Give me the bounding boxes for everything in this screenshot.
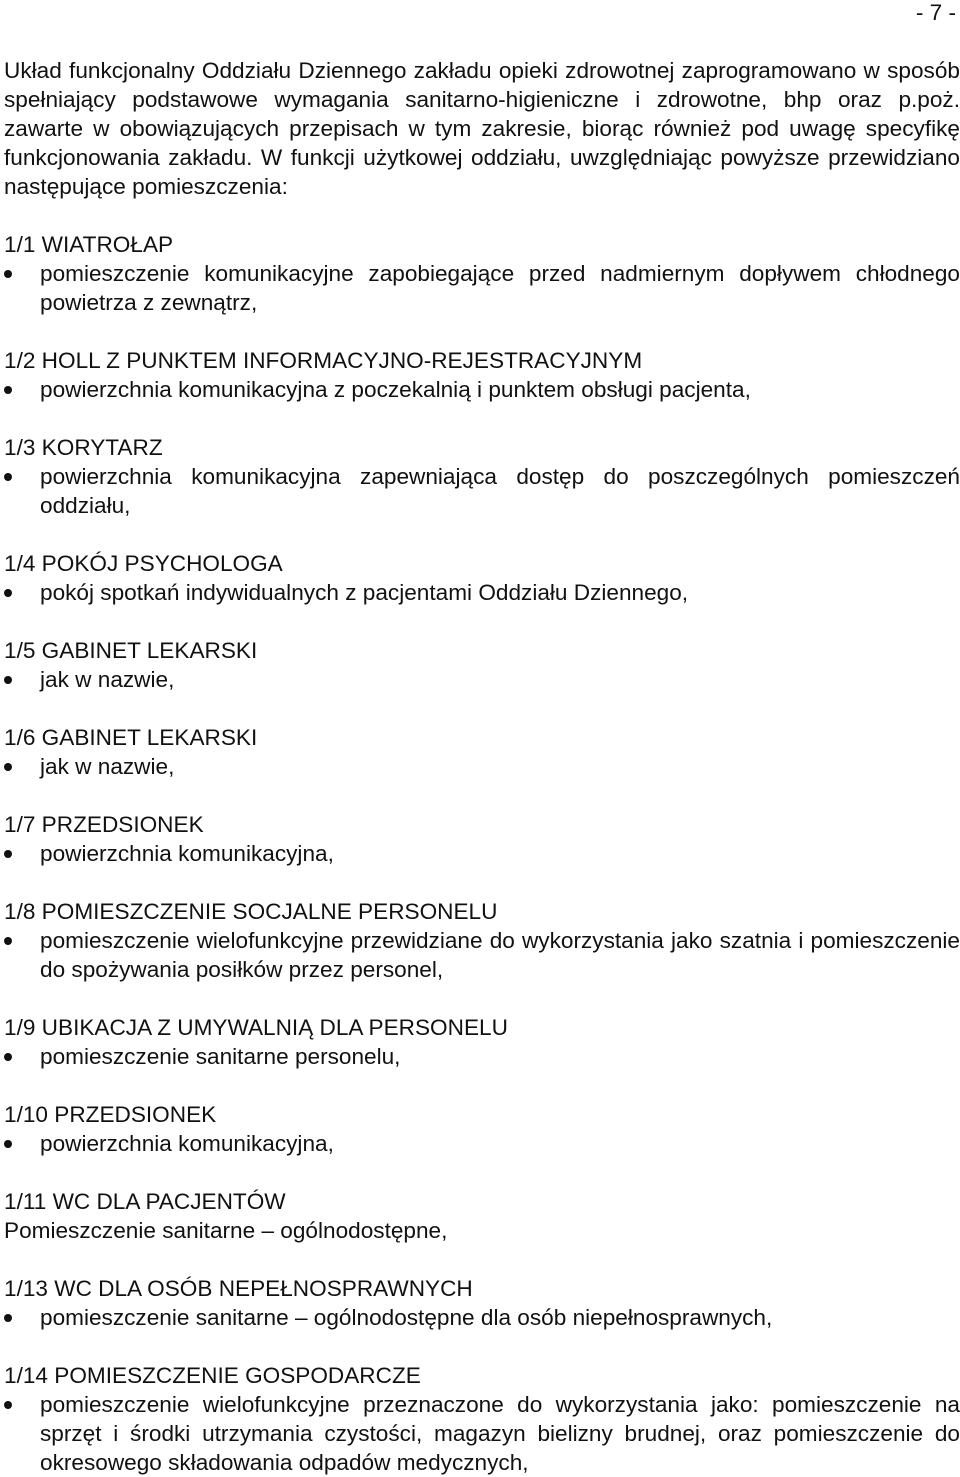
section-1-10 — [4, 1100, 960, 1158]
bullet-icon — [4, 1053, 12, 1061]
section-1-1 — [4, 230, 960, 317]
section-heading: 1/3 KORYTARZ — [4, 435, 163, 460]
bullet-list — [4, 578, 960, 607]
bullet-list — [4, 1303, 960, 1332]
section-heading: 1/4 POKÓJ PSYCHOLOGA — [4, 551, 283, 576]
list-item — [4, 578, 960, 607]
list-item — [4, 375, 960, 404]
bullet-icon — [4, 1314, 12, 1322]
bullet-list — [4, 375, 960, 404]
section-1-6 — [4, 723, 960, 781]
section-heading: 1/5 GABINET LEKARSKI — [4, 638, 258, 663]
item-text: powierzchnia komunikacyjna, — [40, 841, 334, 866]
section-1-14 — [4, 1361, 960, 1477]
section-1-5 — [4, 636, 960, 694]
section-heading: 1/13 WC DLA OSÓB NEPEŁNOSPRAWNYCH — [4, 1276, 473, 1301]
item-text: pomieszczenie sanitarne personelu, — [40, 1044, 401, 1069]
section-description: Pomieszczenie sanitarne – ogólnodostępne, — [4, 1218, 448, 1243]
section-heading: 1/10 PRZEDSIONEK — [4, 1102, 217, 1127]
item-text: pomieszczenie wielofunkcyjne przeznaczone do wykorzystania jako: pomieszczenie na sprzęt i środki utrzymania czystości, magazyn bielizny brudnej, oraz pomieszczenie do okresowego składowania odpadów medycznych, — [40, 1392, 960, 1475]
section-1-3 — [4, 433, 960, 520]
section-1-8 — [4, 897, 960, 984]
bullet-icon — [4, 1401, 12, 1409]
section-heading: 1/2 HOLL Z PUNKTEM INFORMACYJNO-REJESTRACYJNYM — [4, 348, 643, 373]
bullet-icon — [4, 386, 12, 394]
document-body — [4, 56, 960, 1477]
section-1-11 — [4, 1187, 960, 1245]
section-heading: 1/11 WC DLA PACJENTÓW — [4, 1189, 286, 1214]
section-1-13 — [4, 1274, 960, 1332]
section-heading: 1/1 WIATROŁAP — [4, 232, 174, 257]
list-item — [4, 926, 960, 984]
bullet-icon — [4, 589, 12, 597]
bullet-list — [4, 462, 960, 520]
bullet-icon — [4, 676, 12, 684]
bullet-list — [4, 259, 960, 317]
list-item — [4, 1129, 960, 1158]
list-item — [4, 1303, 960, 1332]
section-heading: 1/9 UBIKACJA Z UMYWALNIĄ DLA PERSONELU — [4, 1015, 508, 1040]
section-1-2 — [4, 346, 960, 404]
item-text: pomieszczenie sanitarne – ogólnodostępne dla osób niepełnosprawnych, — [40, 1305, 773, 1330]
section-heading: 1/7 PRZEDSIONEK — [4, 812, 204, 837]
bullet-icon — [4, 937, 12, 945]
list-item — [4, 839, 960, 868]
list-item — [4, 462, 960, 520]
item-text: powierzchnia komunikacyjna, — [40, 1131, 334, 1156]
bullet-list — [4, 839, 960, 868]
item-text: pomieszczenie komunikacyjne zapobiegające przed nadmiernym dopływem chłodnego powietrza z zewnątrz, — [40, 261, 960, 315]
item-text: jak w nazwie, — [40, 667, 175, 692]
bullet-list — [4, 665, 960, 694]
list-item — [4, 1390, 960, 1477]
list-item — [4, 665, 960, 694]
list-item — [4, 752, 960, 781]
item-text: pomieszczenie wielofunkcyjne przewidziane do wykorzystania jako szatnia i pomieszczenie do spożywania posiłków przez personel, — [40, 928, 960, 982]
section-1-9 — [4, 1013, 960, 1071]
item-text: powierzchnia komunikacyjna zapewniająca dostęp do poszczególnych pomieszczeń oddziału, — [40, 464, 960, 518]
section-heading: 1/8 POMIESZCZENIE SOCJALNE PERSONELU — [4, 899, 498, 924]
page-number: - 7 - — [915, 0, 956, 25]
bullet-list — [4, 1042, 960, 1071]
bullet-icon — [4, 763, 12, 771]
list-item — [4, 1042, 960, 1071]
section-1-7 — [4, 810, 960, 868]
bullet-list — [4, 752, 960, 781]
item-text: powierzchnia komunikacyjna z poczekalnią i punktem obsługi pacjenta, — [40, 377, 751, 402]
bullet-icon — [4, 850, 12, 858]
section-heading: 1/14 POMIESZCZENIE GOSPODARCZE — [4, 1363, 421, 1388]
section-1-4 — [4, 549, 960, 607]
item-text: pokój spotkań indywidualnych z pacjentami Oddziału Dziennego, — [40, 580, 689, 605]
bullet-icon — [4, 270, 12, 278]
list-item — [4, 259, 960, 317]
intro-paragraph: Układ funkcjonalny Oddziału Dziennego zakładu opieki zdrowotnej zaprogramowano w sposób spełniający podstawowe wymagania sanitarno-higieniczne i zdrowotne, bhp oraz p.poż. zawarte w obowiązujących przepisach w tym zakresie, biorąc również pod uwagę specyfikę funkcjonowania zakładu. W funkcji użytkowej oddziału, uwzględniając powyższe przewidziano następujące pomieszczenia: — [4, 58, 960, 199]
bullet-icon — [4, 473, 12, 481]
item-text: jak w nazwie, — [40, 754, 175, 779]
section-heading: 1/6 GABINET LEKARSKI — [4, 725, 258, 750]
bullet-list — [4, 926, 960, 984]
bullet-icon — [4, 1140, 12, 1148]
bullet-list — [4, 1390, 960, 1477]
bullet-list — [4, 1129, 960, 1158]
